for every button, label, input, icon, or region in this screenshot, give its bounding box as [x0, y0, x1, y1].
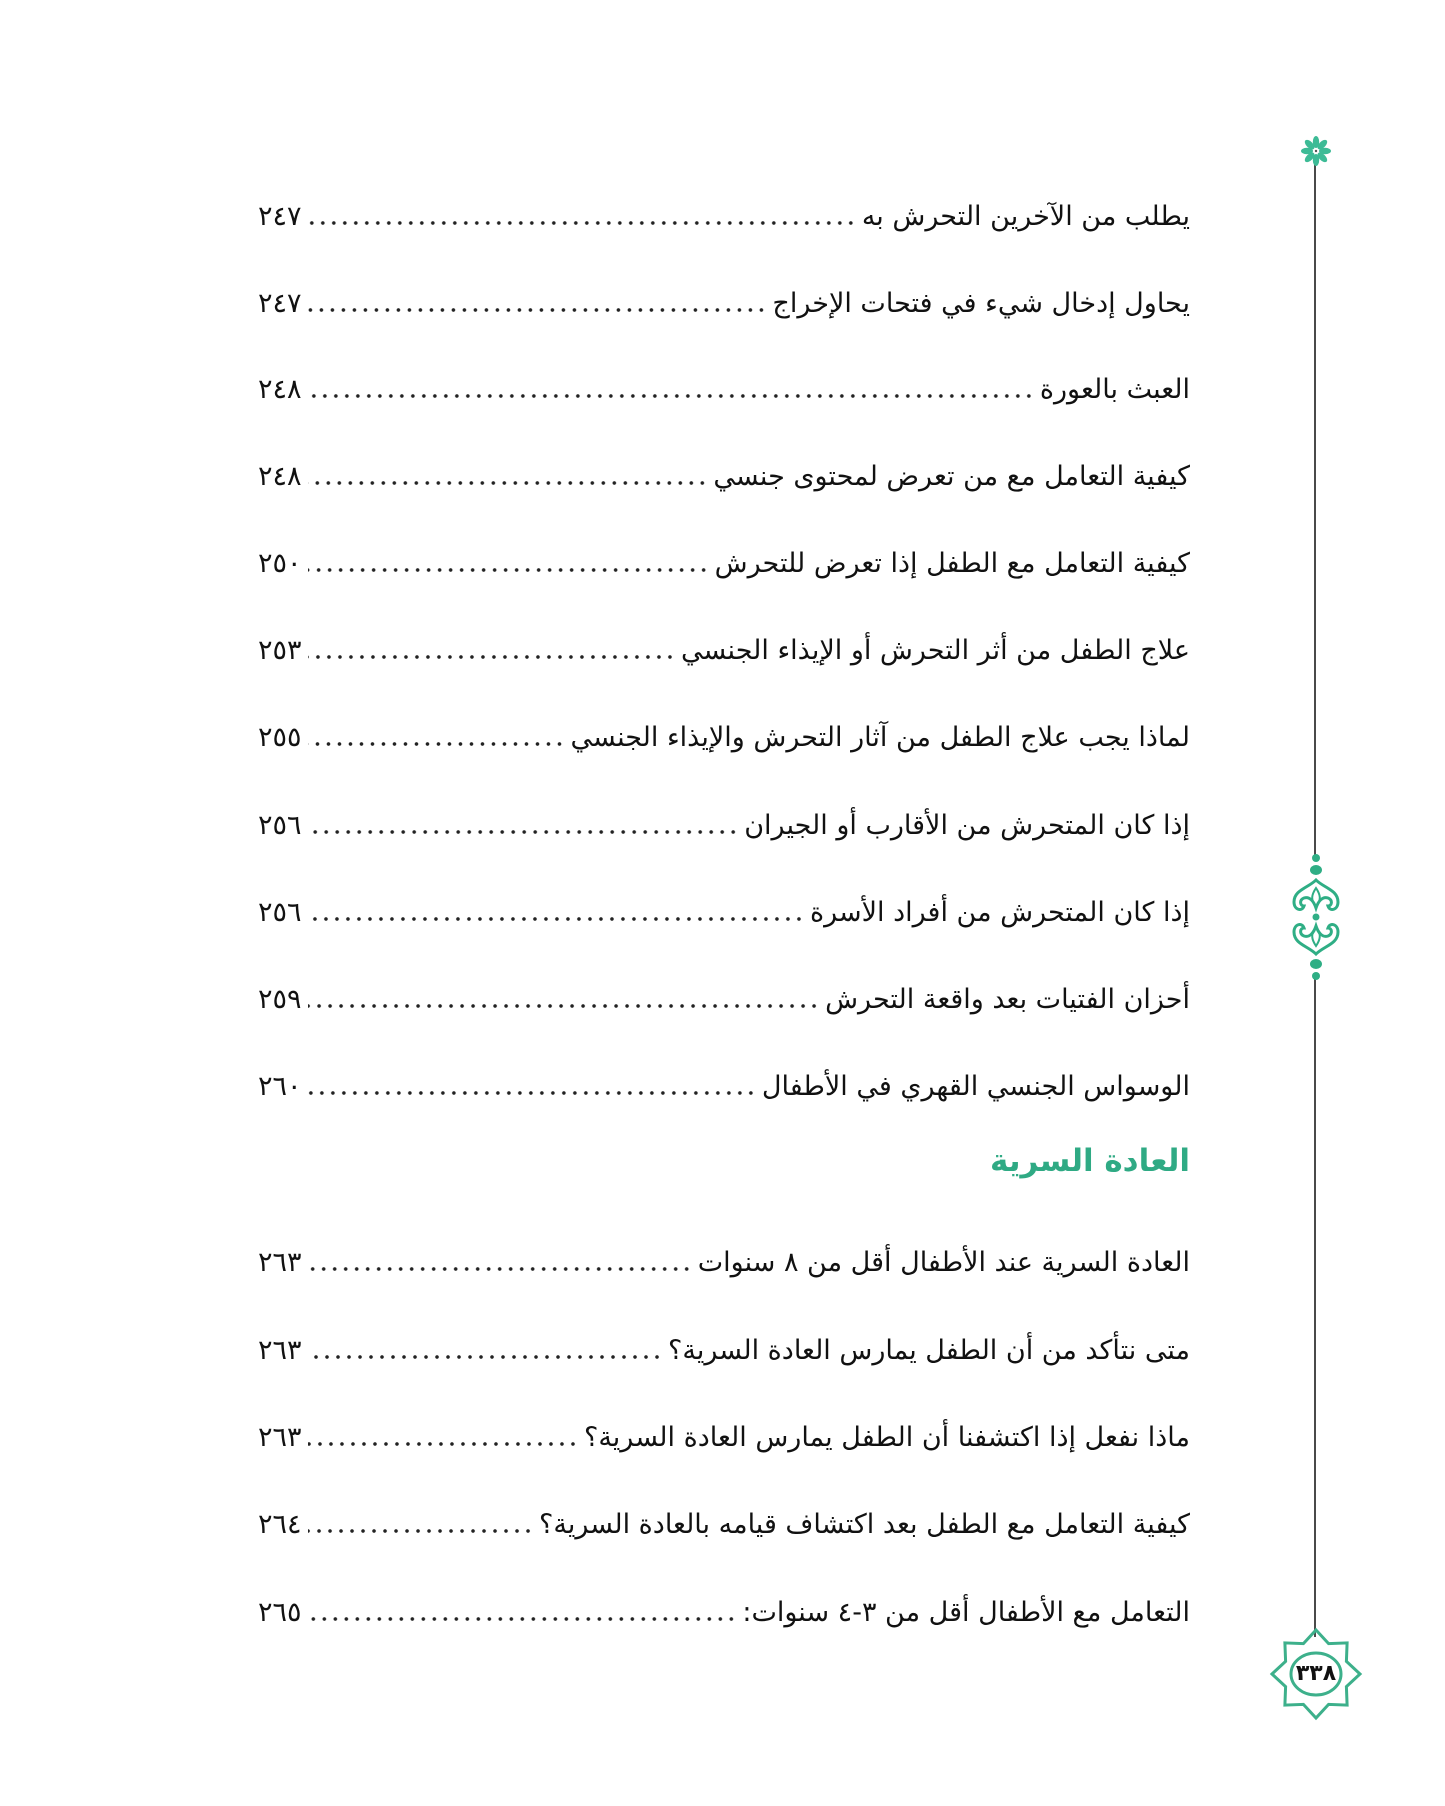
toc-entry[interactable] — [258, 1494, 1190, 1554]
toc-entry-page: ٢٥٣ — [258, 634, 302, 666]
toc-entry-title: ماذا نفعل إذا اكتشفنا أن الطفل يمارس العادة السرية؟ — [583, 1421, 1190, 1453]
toc-entry[interactable] — [258, 359, 1190, 419]
margin-rule-upper — [1314, 160, 1316, 860]
dot-leader — [308, 917, 804, 921]
toc-entry-title: متى نتأكد من أن الطفل يمارس العادة السرية؟ — [668, 1334, 1190, 1366]
toc-entry-title: الوسواس الجنسي القهري في الأطفال — [761, 1070, 1190, 1102]
section-heading: العادة السرية — [990, 1143, 1190, 1179]
toc-entry-page: ٢٦٠ — [258, 1070, 302, 1102]
toc-entry-title: العبث بالعورة — [1039, 373, 1190, 405]
dot-leader — [308, 481, 708, 485]
toc-entry-title: كيفية التعامل مع الطفل إذا تعرض للتحرش — [714, 547, 1190, 579]
toc-entry-page: ٢٥٦ — [258, 896, 302, 928]
margin-rule-lower — [1314, 975, 1316, 1637]
toc-entry[interactable] — [258, 533, 1190, 593]
toc-entry[interactable] — [258, 1582, 1190, 1642]
dot-leader — [308, 742, 565, 746]
toc-entry-title: لماذا يجب علاج الطفل من آثار التحرش والإيذاء الجنسي — [570, 721, 1190, 753]
toc-entry-page: ٢٦٤ — [258, 1508, 302, 1540]
toc-entry-page: ٢٤٨ — [258, 460, 302, 492]
toc-entry[interactable] — [258, 186, 1190, 246]
toc-entry[interactable] — [258, 969, 1190, 1029]
toc-entry-title: التعامل مع الأطفال أقل من ٣-٤ سنوات: — [742, 1596, 1190, 1628]
toc-entry-page: ٢٥٩ — [258, 983, 302, 1015]
dot-leader — [308, 1442, 578, 1446]
dot-leader — [308, 655, 675, 659]
toc-entry[interactable] — [258, 446, 1190, 506]
toc-entry-title: يطلب من الآخرين التحرش به — [861, 200, 1190, 232]
toc-entry-page: ٢٤٧ — [258, 200, 302, 232]
dot-leader — [308, 394, 1034, 398]
dot-leader — [308, 568, 709, 572]
toc-entry[interactable] — [258, 707, 1190, 767]
toc-entry[interactable] — [258, 620, 1190, 680]
toc-entry-page: ٢٦٣ — [258, 1334, 302, 1366]
dot-leader — [308, 308, 767, 312]
toc-entry[interactable] — [258, 795, 1190, 855]
dot-leader — [308, 1091, 756, 1095]
toc-entry-title: أحزان الفتيات بعد واقعة التحرش — [825, 983, 1190, 1015]
toc-entry[interactable] — [258, 1232, 1190, 1292]
arabesque-ornament-icon — [1286, 852, 1346, 982]
toc-entry-page: ٢٦٣ — [258, 1246, 302, 1278]
toc-entry[interactable] — [258, 882, 1190, 942]
toc-entry-title: علاج الطفل من أثر التحرش أو الإيذاء الجنسي — [680, 634, 1190, 666]
toc-entry-page: ٢٥٠ — [258, 547, 302, 579]
dot-leader — [308, 1267, 692, 1271]
toc-entry-page: ٢٤٧ — [258, 287, 302, 319]
page-number: ٣٣٨ — [1295, 1661, 1337, 1686]
dot-leader — [308, 1529, 534, 1533]
toc-entry[interactable] — [258, 1407, 1190, 1467]
dot-leader — [308, 221, 856, 225]
dot-leader — [308, 1355, 663, 1359]
toc-entry-title: يحاول إدخال شيء في فتحات الإخراج — [772, 287, 1190, 319]
toc-entry-title: إذا كان المتحرش من الأقارب أو الجيران — [744, 809, 1190, 841]
toc-entry[interactable] — [258, 273, 1190, 333]
toc-entry-title: كيفية التعامل مع الطفل بعد اكتشاف قيامه بالعادة السرية؟ — [539, 1508, 1190, 1540]
toc-entry-page: ٢٥٦ — [258, 809, 302, 841]
toc-entry-title: كيفية التعامل مع من تعرض لمحتوى جنسي — [713, 460, 1190, 492]
dot-leader — [308, 1004, 820, 1008]
flower-icon — [1297, 132, 1335, 170]
toc-entry-page: ٢٤٨ — [258, 373, 302, 405]
toc-entry[interactable] — [258, 1056, 1190, 1116]
toc-entry-page: ٢٦٥ — [258, 1596, 302, 1628]
dot-leader — [308, 830, 739, 834]
toc-entry-page: ٢٦٣ — [258, 1421, 302, 1453]
toc-entry-title: إذا كان المتحرش من أفراد الأسرة — [809, 896, 1190, 928]
toc-entry-title: العادة السرية عند الأطفال أقل من ٨ سنوات — [697, 1246, 1190, 1278]
toc-entry-page: ٢٥٥ — [258, 721, 302, 753]
toc-entry[interactable] — [258, 1320, 1190, 1380]
dot-leader — [308, 1617, 737, 1621]
